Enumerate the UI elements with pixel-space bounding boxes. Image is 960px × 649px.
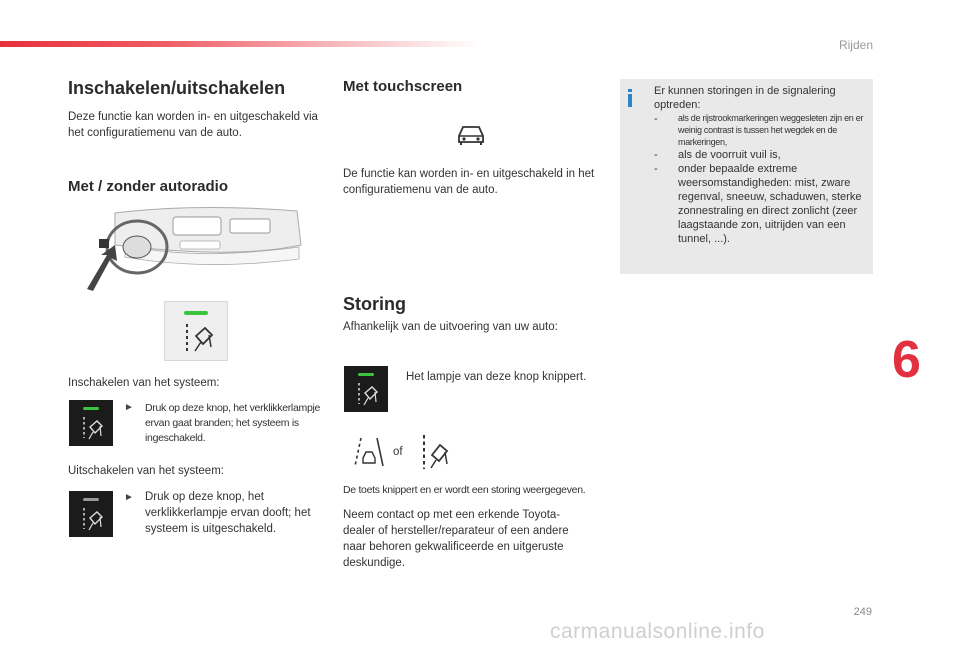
subtitle-autoradio: Met / zonder autoradio	[68, 178, 229, 195]
info-item	[654, 162, 868, 246]
touchscreen-text: De functie kan worden in- en uitgeschakeld in het configuratiemenu van de auto.	[343, 168, 595, 196]
disable-instruction: Druk op deze knop, het verklikkerlampje ervan dooft; het systeem is uitgeschakeld.	[145, 491, 311, 535]
page-number: 249	[853, 606, 872, 618]
lane-departure-icon	[420, 433, 450, 471]
info-item	[654, 148, 868, 162]
lane-button-blinking	[344, 366, 388, 412]
arrow-bullet-icon: ►	[124, 402, 134, 413]
car-front-icon	[455, 124, 487, 146]
title-inschakelen: Inschakelen/uitschakelen	[68, 78, 286, 98]
title-touchscreen: Met touchscreen	[343, 78, 463, 95]
info-icon	[628, 89, 632, 107]
info-box	[620, 79, 873, 274]
lane-button-closeup	[164, 301, 228, 361]
or-text: of	[393, 446, 403, 458]
info-item-text: als de rijstrookmarkeringen weggesleten zijn en er weinig contrast is tussen het wegdek en de markeringen,	[678, 113, 864, 147]
fault-intro: Afhankelijk van de uitvoering van uw auto:	[343, 321, 558, 333]
fault-note: De toets knippert en er wordt een storing weergegeven.	[343, 484, 586, 496]
section-title: Rijden	[838, 38, 873, 52]
watermark: carmanualsonline.info	[550, 620, 765, 643]
list-dash: -	[654, 163, 658, 175]
lane-departure-icon	[69, 400, 113, 446]
title-storing: Storing	[343, 294, 406, 314]
disable-label: Uitschakelen van het systeem:	[68, 465, 224, 477]
enable-label: Inschakelen van het systeem:	[68, 377, 220, 389]
info-item-text: als de voorruit vuil is,	[678, 149, 781, 161]
dashboard-illustration	[85, 205, 307, 293]
info-item-text: onder bepaalde extreme weersomstandigheden: mist, zware regenval, sneeuw, schaduwen, sterke zonnestraling en direct zonlicht (zeer laagstaande zon, uitrijden van een tunnel, ...).	[678, 163, 862, 245]
arrow-bullet-icon: ►	[124, 492, 134, 503]
list-dash: -	[654, 149, 658, 161]
info-item	[654, 112, 868, 148]
blink-text: Het lampje van deze knop knippert.	[406, 371, 587, 383]
enable-instruction: Druk op deze knop, het verklikkerlampje ervan gaat branden; het systeem is ingeschakeld.	[145, 402, 321, 444]
intro-text: Deze functie kan worden in- en uitgeschakeld via het configuratiemenu van de auto.	[68, 111, 318, 139]
info-intro: Er kunnen storingen in de signalering optreden:	[654, 85, 836, 111]
list-dash: -	[654, 113, 658, 125]
chapter-number: 6	[892, 331, 921, 389]
lane-button-off[interactable]	[69, 491, 113, 537]
contact-text: Neem contact op met een erkende Toyota-dealer of hersteller/reparateur of een andere naar behoren gekwalificeerde en uitgeruste deskundige.	[343, 509, 569, 569]
lane-button-on[interactable]	[69, 400, 113, 446]
header-accent-bar	[0, 41, 480, 47]
lane-departure-icon	[165, 302, 227, 360]
lane-departure-icon	[69, 491, 113, 537]
lane-warning-icon	[352, 436, 386, 468]
lane-departure-icon	[344, 366, 388, 412]
